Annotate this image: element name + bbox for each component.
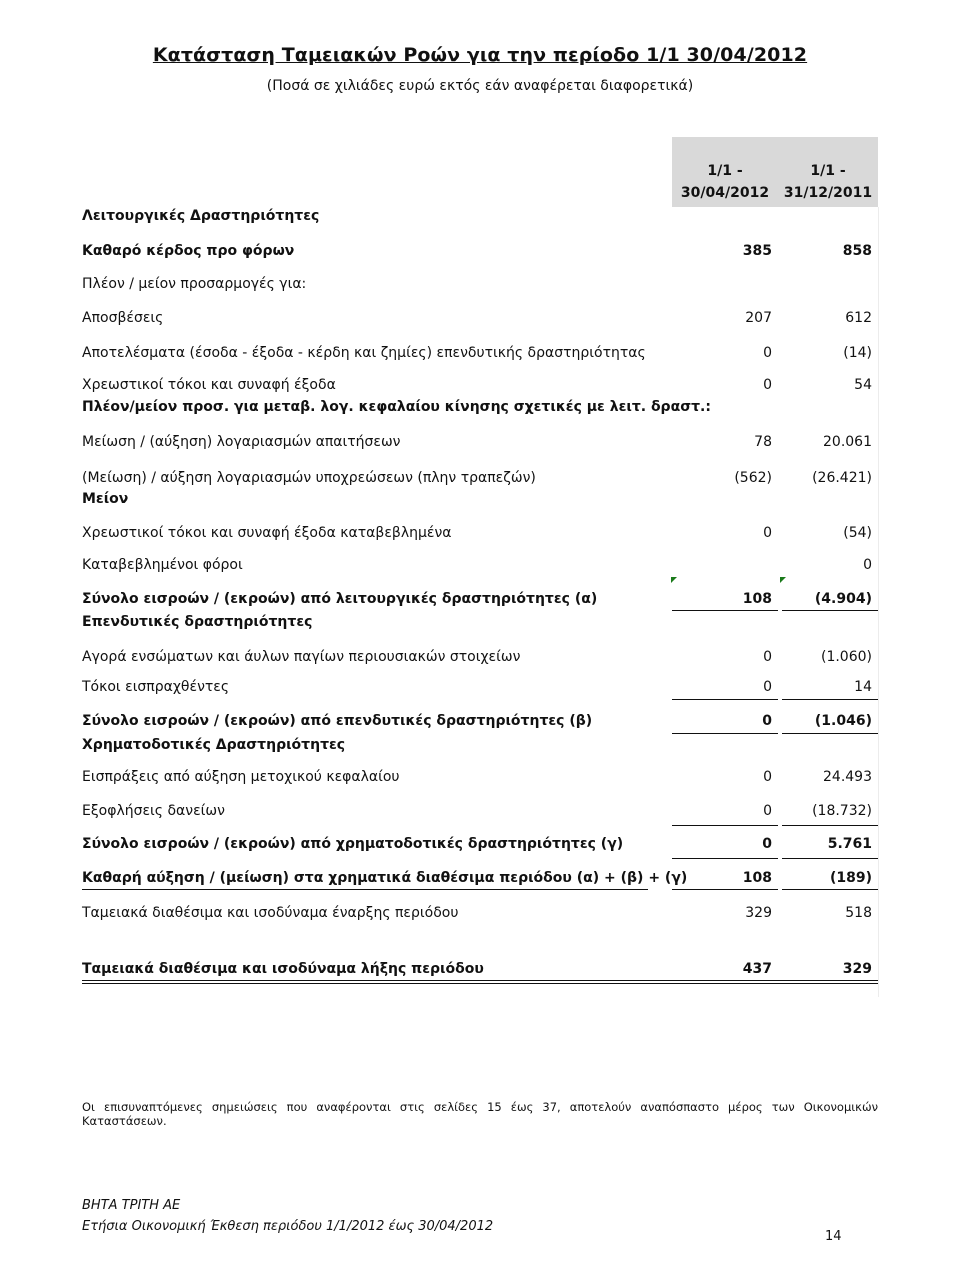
row-financing-total <box>82 833 878 855</box>
subtotal-underline <box>782 699 878 700</box>
row-value-2011: 0 <box>863 557 872 573</box>
net-change-underline <box>82 889 648 890</box>
row-value-2011: (18.732) <box>812 803 872 819</box>
row-value-2011: 518 <box>845 905 872 921</box>
row-label: Ταμειακά διαθέσιμα και ισοδύναμα λήξης περιόδου <box>82 961 484 977</box>
row-value-2011: 858 <box>842 243 872 259</box>
row-label: Μείον <box>82 491 129 507</box>
row-label: Καθαρό κέρδος προ φόρων <box>82 243 295 259</box>
subtotal-underline <box>672 825 778 826</box>
row-value-2012: 0 <box>763 679 772 695</box>
row-label: Σύνολο εισροών / (εκροών) από επενδυτικές δραστηριότητες (β) <box>82 713 593 729</box>
row-value-2012: 329 <box>745 905 772 921</box>
page-number: 14 <box>825 1229 842 1244</box>
row-value-2011: 54 <box>854 377 872 393</box>
total-underline <box>672 858 778 859</box>
column-header-period-2011 <box>776 160 880 204</box>
row-receivables-change <box>82 431 878 453</box>
statement-subtitle: (Ποσά σε χιλιάδες ευρώ εκτός εάν αναφέρεται διαφορετικά) <box>266 78 694 94</box>
cell-marker-tick <box>780 577 786 583</box>
row-value-2012: 0 <box>763 377 772 393</box>
row-value-2011: 329 <box>842 961 872 977</box>
row-value-2011: (1.046) <box>814 713 872 729</box>
row-label: Πλέον / μείον προσαρμογές για: <box>82 276 307 292</box>
row-share-capital-increase <box>82 766 878 788</box>
row-label: Εξοφλήσεις δανείων <box>82 803 225 819</box>
row-value-2012: (562) <box>734 470 772 486</box>
total-underline <box>782 858 878 859</box>
row-label: Τόκοι εισπραχθέντες <box>82 679 230 695</box>
row-label: Καθαρή αύξηση / (μείωση) στα χρηματικά διαθέσιμα περιόδου (α) + (β) + (γ) <box>82 870 688 886</box>
row-less-heading <box>82 488 878 510</box>
row-value-2012: 437 <box>742 961 772 977</box>
row-interest-received <box>82 676 878 698</box>
row-interest-expense <box>82 374 878 396</box>
row-value-2011: 24.493 <box>823 769 872 785</box>
row-value-2012: 78 <box>754 434 772 450</box>
row-label: Ταμειακά διαθέσιμα και ισοδύναμα έναρξης περιόδου <box>82 905 459 921</box>
subtotal-underline <box>782 825 878 826</box>
row-value-2012: 108 <box>742 870 772 886</box>
row-label: Αποσβέσεις <box>82 310 164 326</box>
column-divider <box>878 207 879 997</box>
row-value-2011: (26.421) <box>812 470 872 486</box>
row-operating-activities-heading <box>82 205 878 227</box>
row-investing-results <box>82 342 878 364</box>
row-label: Λειτουργικές Δραστηριότητες <box>82 208 320 224</box>
row-closing-cash <box>82 958 878 980</box>
row-financing-heading <box>82 734 878 756</box>
row-label: Χρεωστικοί τόκοι και συναφή έξοδα καταβεβλημένα <box>82 525 452 541</box>
row-value-2011: 612 <box>845 310 872 326</box>
row-investing-heading <box>82 611 878 633</box>
row-value-2012: 0 <box>763 525 772 541</box>
row-value-2011: (4.904) <box>814 591 872 607</box>
row-loan-repayments <box>82 800 878 822</box>
row-value-2011: (54) <box>843 525 872 541</box>
statement-title: Κατάσταση Ταμειακών Ροών για την περίοδο 1/1 30/04/2012 <box>152 44 808 66</box>
row-investing-total <box>82 710 878 732</box>
row-value-2012: 0 <box>763 345 772 361</box>
row-value-2012: 0 <box>763 649 772 665</box>
row-label: Χρεωστικοί τόκοι και συναφή έξοδα <box>82 377 336 393</box>
closing-cash-underline <box>82 980 878 981</box>
column-header-2011-line2: 31/12/2011 <box>783 185 873 201</box>
row-interest-paid <box>82 522 878 544</box>
row-label: Επενδυτικές δραστηριότητες <box>82 614 313 630</box>
subtotal-underline <box>672 699 778 700</box>
row-label: Σύνολο εισροών / (εκροών) από χρηματοδοτικές δραστηριότητες (γ) <box>82 836 624 852</box>
row-label: Αγορά ενσώματων και άυλων παγίων περιουσιακών στοιχείων <box>82 649 521 665</box>
row-adjustments-heading <box>82 273 878 295</box>
row-depreciation <box>82 307 878 329</box>
row-value-2011: 14 <box>854 679 872 695</box>
row-asset-purchases <box>82 646 878 668</box>
row-value-2012: 0 <box>763 803 772 819</box>
row-profit-before-tax <box>82 240 878 262</box>
company-name: ΒΗΤΑ ΤΡΙΤΗ ΑΕ <box>82 1198 181 1213</box>
row-net-change-cash <box>82 867 878 889</box>
net-change-underline <box>672 889 778 890</box>
net-change-underline <box>782 889 878 890</box>
row-payables-change <box>82 467 878 489</box>
row-value-2012: 0 <box>762 713 772 729</box>
row-value-2012: 0 <box>762 836 772 852</box>
column-header-2012-line1: 1/1 - <box>707 163 743 179</box>
row-label: Αποτελέσματα (έσοδα - έξοδα - κέρδη και ζημίες) επενδυτικής δραστηριότητας <box>82 345 646 361</box>
row-value-2011: (189) <box>829 870 872 886</box>
row-label: Εισπράξεις από αύξηση μετοχικού κεφαλαίου <box>82 769 400 785</box>
row-label: Μείωση / (αύξηση) λογαριασμών απαιτήσεων <box>82 434 401 450</box>
row-value-2011: (14) <box>843 345 872 361</box>
row-value-2011: 20.061 <box>823 434 872 450</box>
row-value-2012: 108 <box>742 591 772 607</box>
row-working-capital-heading <box>82 396 878 418</box>
row-taxes-paid <box>82 554 878 576</box>
row-value-2011: 5.761 <box>827 836 872 852</box>
cell-marker-tick <box>671 577 677 583</box>
report-title: Ετήσια Οικονομική Έκθεση περιόδου 1/1/2012 έως 30/04/2012 <box>82 1219 494 1234</box>
footnote: Οι επισυναπτόμενες σημειώσεις που αναφέρονται στις σελίδες 15 έως 37, αποτελούν αναπόσπαστο μέρος των Οικονομικών Καταστάσεων. <box>82 1100 878 1128</box>
row-label: Σύνολο εισροών / (εκροών) από λειτουργικές δραστηριότητες (α) <box>82 591 598 607</box>
column-header-2012-line2: 30/04/2012 <box>680 185 770 201</box>
row-label: Χρηματοδοτικές Δραστηριότητες <box>82 737 346 753</box>
row-value-2012: 385 <box>742 243 772 259</box>
row-value-2012: 207 <box>745 310 772 326</box>
row-value-2011: (1.060) <box>820 649 872 665</box>
row-opening-cash <box>82 902 878 924</box>
row-operating-total <box>82 588 878 610</box>
row-label: Πλέον/μείον προσ. για μεταβ. λογ. κεφαλαίου κίνησης σχετικές με λειτ. δραστ.: <box>82 399 711 415</box>
row-value-2012: 0 <box>763 769 772 785</box>
closing-cash-double-underline <box>82 983 878 984</box>
row-label: (Μείωση) / αύξηση λογαριασμών υποχρεώσεων (πλην τραπεζών) <box>82 470 536 486</box>
column-header-2011-line1: 1/1 - <box>810 163 846 179</box>
row-label: Καταβεβλημένοι φόροι <box>82 557 243 573</box>
column-header-period-2012 <box>672 160 778 204</box>
